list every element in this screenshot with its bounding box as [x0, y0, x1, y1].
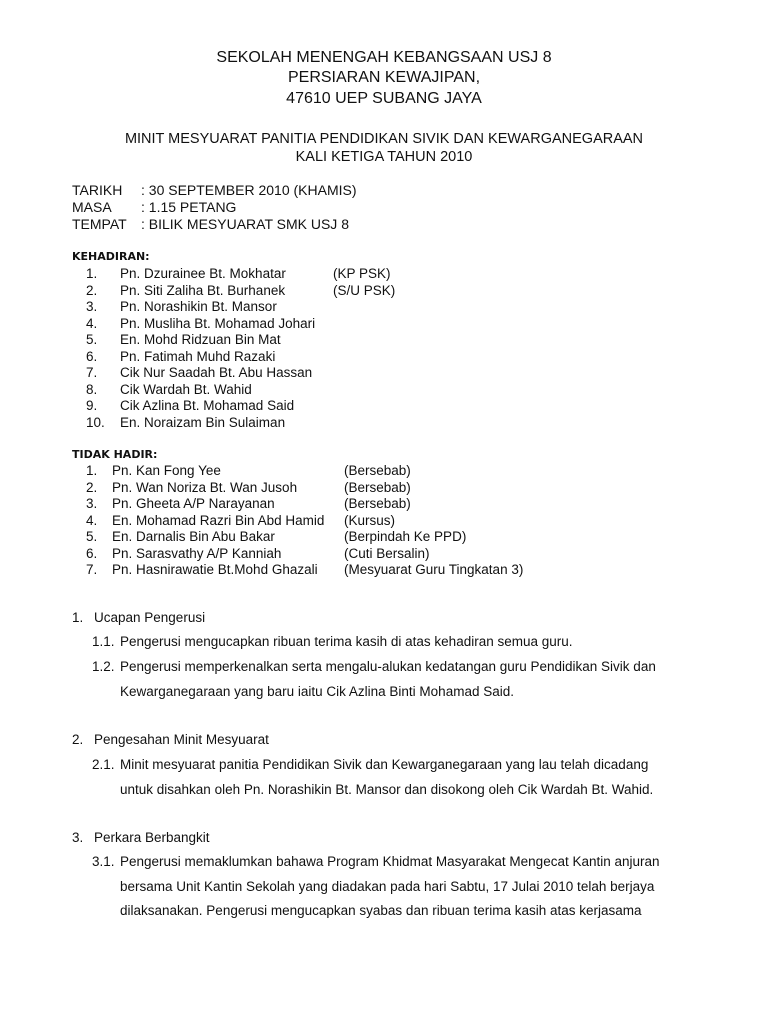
- attendance-number: 2.: [86, 282, 98, 298]
- attendee-name: Pn. Norashikin Bt. Mansor: [120, 299, 277, 314]
- attendee-name: Cik Azlina Bt. Mohamad Said: [120, 398, 295, 413]
- time-value: : 1.15 PETANG: [141, 199, 237, 215]
- meta-row-time: [72, 199, 357, 216]
- absentee-name: Pn. Hasnirawatie Bt.Mohd Ghazali: [112, 562, 318, 577]
- date-value: : 30 SEPTEMBER 2010 (KHAMIS): [141, 182, 357, 198]
- school-city: 47610 UEP SUBANG JAYA: [286, 90, 482, 107]
- attendee-name: Pn. Dzurainee Bt. Mokhatar: [120, 266, 286, 281]
- absence-reason: (Berpindah Ke PPD): [344, 529, 467, 544]
- absence-reason: (Bersebab): [344, 496, 411, 511]
- subitem-number: 2.1.: [92, 757, 115, 772]
- absent-list: [86, 463, 523, 579]
- absent-number: 4.: [86, 512, 98, 528]
- absentee-name: Pn. Wan Noriza Bt. Wan Jusoh: [112, 479, 298, 495]
- absent-number: 3.: [86, 496, 98, 511]
- attendance-row: [86, 365, 395, 382]
- absent-number: 1.: [86, 463, 98, 478]
- subitem-text: Pengerusi memaklumkan bahawa Program Khidmat Masyarakat Mengecat Kantin anjuran: [120, 854, 660, 869]
- minutes-title-line2: KALI KETIGA TAHUN 2010: [295, 149, 473, 165]
- attendance-heading: KEHADIRAN:: [72, 250, 150, 263]
- agenda-title: Pengesahan Minit Mesyuarat: [94, 732, 269, 747]
- subitem-text-continuation: Kewarganegaraan yang baru iaitu Cik Azlina Binti Mohamad Said.: [120, 683, 514, 699]
- attendance-row: [86, 332, 395, 349]
- subitem-number: 1.1.: [92, 634, 115, 649]
- attendee-name: En. Noraizam Bin Sulaiman: [120, 414, 286, 430]
- attendee-name: Pn. Musliha Bt. Mohamad Johari: [120, 315, 316, 331]
- attendance-number: 5.: [86, 332, 98, 347]
- attendance-number: 7.: [86, 365, 98, 380]
- agenda-subitem-1-2: [92, 655, 682, 704]
- meeting-details: [72, 182, 357, 233]
- attendance-number: 3.: [86, 299, 98, 314]
- subitem-text: Pengerusi mengucapkan ribuan terima kasih di atas kehadiran semua guru.: [120, 634, 573, 649]
- absent-number: 7.: [86, 562, 98, 577]
- agenda-subitem-3-1: [92, 850, 682, 924]
- agenda-number: 3.: [72, 830, 84, 845]
- attendance-number: 1.: [86, 266, 98, 281]
- absent-row: [86, 463, 523, 480]
- attendee-name: Cik Nur Saadah Bt. Abu Hassan: [120, 365, 313, 380]
- absence-reason: (Cuti Bersalin): [344, 545, 430, 561]
- absent-number: 6.: [86, 545, 98, 561]
- attendance-row: [86, 299, 395, 316]
- absent-row: [86, 480, 523, 497]
- attendee-name: Pn. Siti Zaliha Bt. Burhanek: [120, 282, 286, 298]
- absent-row: [86, 562, 523, 579]
- attendance-number: 10.: [86, 414, 105, 430]
- absent-row: [86, 546, 523, 563]
- absence-reason: (Mesyuarat Guru Tingkatan 3): [344, 562, 524, 577]
- subitem-number: 3.1.: [92, 854, 115, 869]
- agenda-number: 2.: [72, 732, 84, 747]
- subitem-text: Pengerusi memperkenalkan serta mengalu-alukan kedatangan guru Pendidikan Sivik dan: [120, 659, 656, 674]
- attendee-role: (S/U PSK): [333, 282, 396, 298]
- attendance-number: 9.: [86, 398, 98, 413]
- agenda-title: Perkara Berbangkit: [94, 830, 210, 845]
- attendee-name: En. Mohd Ridzuan Bin Mat: [120, 332, 281, 347]
- time-label: MASA: [72, 199, 112, 215]
- attendance-row: [86, 382, 395, 399]
- agenda-title: Ucapan Pengerusi: [94, 610, 206, 625]
- school-street: PERSIARAN KEWAJIPAN,: [287, 69, 481, 86]
- attendance-row: [86, 316, 395, 333]
- agenda-item-1: [72, 610, 205, 625]
- absentee-name: En. Darnalis Bin Abu Bakar: [112, 529, 275, 544]
- absent-row: [86, 496, 523, 513]
- subitem-number: 1.2.: [92, 659, 115, 674]
- attendee-role: (KP PSK): [333, 266, 391, 281]
- date-label: TARIKH: [72, 182, 123, 198]
- agenda-item-2: [72, 732, 269, 747]
- absentee-name: Pn. Gheeta A/P Narayanan: [112, 496, 275, 511]
- absentee-name: Pn. Kan Fong Yee: [112, 463, 221, 478]
- attendance-row: [86, 398, 395, 415]
- absent-number: 5.: [86, 529, 98, 544]
- venue-label: TEMPAT: [72, 216, 127, 232]
- absence-reason: (Kursus): [344, 512, 396, 528]
- agenda-subitem-1-1: [92, 630, 682, 655]
- attendance-number: 4.: [86, 315, 98, 331]
- subitem-text-continuation: untuk disahkan oleh Pn. Norashikin Bt. Mansor dan disokong oleh Cik Wardah Bt. Wahid.: [120, 781, 654, 797]
- meta-row-venue: [72, 216, 357, 233]
- agenda-subitem-2-1: [92, 753, 682, 802]
- attendee-name: Pn. Fatimah Muhd Razaki: [120, 348, 276, 364]
- agenda-item-3: [72, 830, 210, 845]
- attendance-number: 8.: [86, 381, 98, 397]
- absent-row: [86, 513, 523, 530]
- absent-heading: TIDAK HADIR:: [72, 448, 158, 461]
- attendance-row: [86, 283, 395, 300]
- agenda-number: 1.: [72, 610, 84, 625]
- minutes-title-line1: MINIT MESYUARAT PANITIA PENDIDIKAN SIVIK DAN KEWARGANEGARAAN: [124, 131, 644, 147]
- venue-value: : BILIK MESYUARAT SMK USJ 8: [141, 216, 349, 232]
- absentee-name: En. Mohamad Razri Bin Abd Hamid: [112, 512, 325, 528]
- absentee-name: Pn. Sarasvathy A/P Kanniah: [112, 545, 282, 561]
- attendance-number: 6.: [86, 348, 98, 364]
- attendance-row: [86, 349, 395, 366]
- subitem-text: Minit mesyuarat panitia Pendidikan Sivik dan Kewarganegaraan yang lau telah dicadang: [120, 757, 649, 772]
- attendance-row: [86, 266, 395, 283]
- attendee-name: Cik Wardah Bt. Wahid: [120, 381, 252, 397]
- absent-row: [86, 529, 523, 546]
- absence-reason: (Bersebab): [344, 463, 411, 478]
- subitem-text-continuation: bersama Unit Kantin Sekolah yang diadakan pada hari Sabtu, 17 Julai 2010 telah berjaya: [120, 878, 655, 894]
- subitem-text-continuation: dilaksanakan. Pengerusi mengucapkan syabas dan ribuan terima kasih atas kerjasama: [120, 903, 642, 918]
- absent-number: 2.: [86, 479, 98, 495]
- attendance-list: [86, 266, 395, 431]
- meta-row-date: [72, 182, 357, 199]
- school-name: SEKOLAH MENENGAH KEBANGSAAN USJ 8: [216, 49, 552, 66]
- attendance-row: [86, 415, 395, 432]
- absence-reason: (Bersebab): [344, 479, 411, 495]
